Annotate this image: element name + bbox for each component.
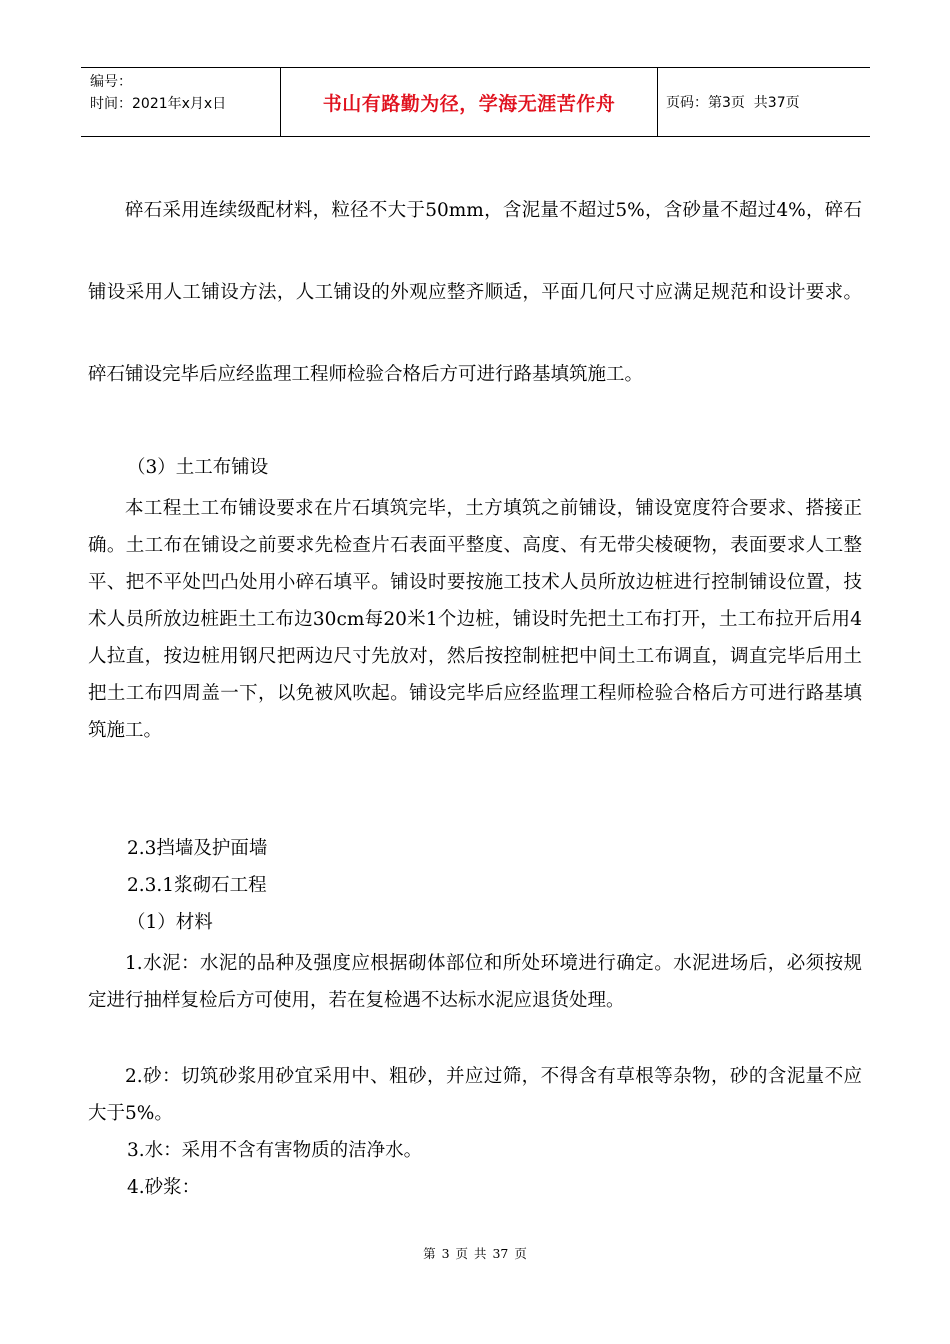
section-heading-2-3-1: 2.3.1浆砌石工程	[127, 875, 267, 896]
material-item-cement: 1.水泥：水泥的品种及强度应根据砌体部位和所处环境进行确定。水泥进场后，必须按规定进行抽样复检后方可使用，若在复检遇不达标水泥应退货处理。	[88, 953, 862, 1011]
material-item-water: 3.水：采用不含有害物质的洁净水。	[127, 1140, 423, 1161]
material-item-sand: 2.砂：切筑砂浆用砂宜采用中、粗砂，并应过筛，不得含有草根等杂物，砂的含泥量不应大于5%。	[88, 1066, 862, 1124]
header-motto: 书山有路勤为径，学海无涯苦作舟	[281, 68, 658, 136]
document-number-label: 编号：	[90, 74, 132, 90]
page-header	[81, 67, 870, 137]
section-heading-2-3: 2.3挡墙及护面墙	[127, 838, 268, 859]
paragraph-gravel: 碎石采用连续级配材料，粒径不大于50mm，含泥量不超过5%，含砂量不超过4%，碎石铺设采用人工铺设方法，人工铺设的外观应整齐顺适，平面几何尺寸应满足规范和设计要求。碎石铺设完毕后应经监理工程师检验合格后方可进行路基填筑施工。	[88, 200, 862, 385]
header-page-info	[658, 68, 870, 136]
material-item-mortar: 4.砂浆：	[127, 1177, 201, 1198]
page-footer: 第 3 页 共 37 页	[423, 1246, 527, 1261]
header-meta	[81, 68, 281, 136]
header-page-label: 页码：第3页 共37页	[666, 95, 800, 111]
paragraph-geotextile: 本工程土工布铺设要求在片石填筑完毕，土方填筑之前铺设，铺设宽度符合要求、搭接正确。土工布在铺设之前要求先检查片石表面平整度、高度、有无带尖棱硬物，表面要求人工整平、把不平处凹凸处用小碎石填平。铺设时要按施工技术人员所放边桩进行控制铺设位置，技术人员所放边桩距土工布边30cm每20米1个边桩，铺设时先把土工布打开，土工布拉开后用4人拉直，按边桩用钢尺把两边尺寸先放对，然后按控制桩把中间土工布调直，调直完毕后用土把土工布四周盖一下，以免被风吹起。铺设完毕后应经监理工程师检验合格后方可进行路基填筑施工。	[88, 498, 862, 741]
subsection-materials: （1）材料	[127, 912, 213, 933]
heading-geotextile: （3）土工布铺设	[127, 457, 269, 478]
document-date-label: 时间：2021年x月x日	[90, 96, 227, 112]
